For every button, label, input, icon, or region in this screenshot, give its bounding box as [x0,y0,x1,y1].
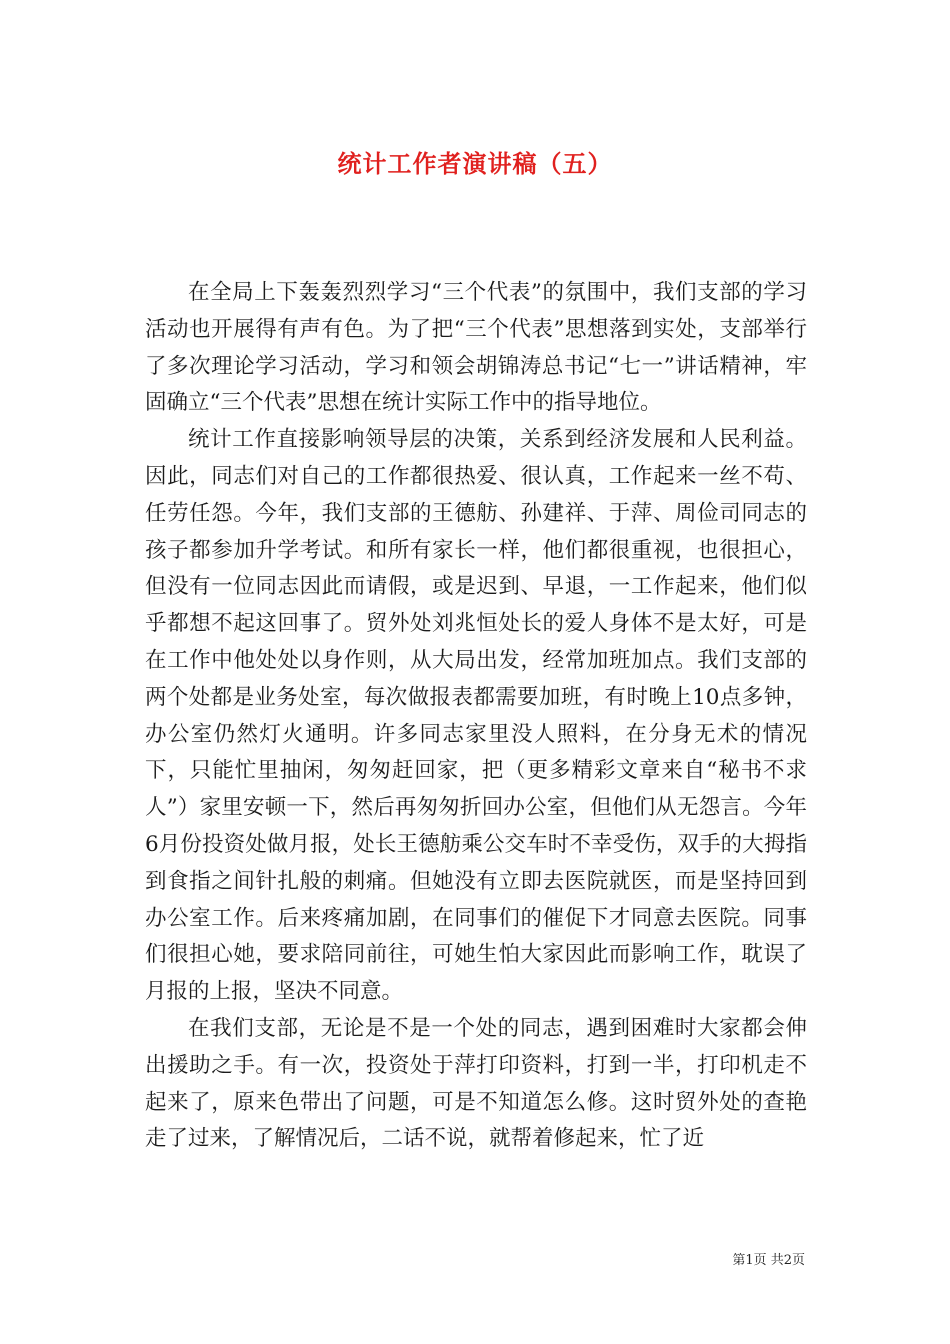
page-number-footer: 第1页 共2页 [732,1253,805,1268]
document-body [145,275,807,1158]
paragraph-3: 在我们支部，无论是不是一个处的同志，遇到困难时大家都会伸出援助之手。有一次，投资处于萍打印资料，打到一半，打印机走不起来了，原来色带出了问题，可是不知道怎么修。这时贸外处的查艳走了过来，了解情况后，二话不说，就帮着修起来，忙了近 [145,1015,807,1152]
document-title: 统计工作者演讲稿（五） [337,149,613,179]
paragraph-1: 在全局上下轰轰烈烈学习“三个代表”的氛围中，我们支部的学习活动也开展得有声有色。为了把“三个代表”思想落到实处，支部举行了多次理论学习活动，学习和领会胡锦涛总书记“七一”讲话精神，牢固确立“三个代表”思想在统计实际工作中的指导地位。 [145,280,807,416]
paragraph-2: 统计工作直接影响领导层的决策，关系到经济发展和人民利益。因此，同志们对自己的工作都很热爱、很认真，工作起来一丝不苟、任劳任怨。今年，我们支部的王德舫、孙建祥、于萍、周俭司同志的孩子都参加升学考试。和所有家长一样，他们都很重视，也很担心，但没有一位同志因此而请假，或是迟到、早退，一工作起来，他们似乎都想不起这回事了。贸外处刘兆恒处长的爱人身体不是太好，可是在工作中他处处以身作则，从大局出发，经常加班加点。我们支部的两个处都是业务处室，每次做报表都需要加班，有时晚上10点多钟，办公室仍然灯火通明。许多同志家里没人照料，在分身无术的情况下，只能忙里抽闲，匆匆赶回家，把（更多精彩文章来自“秘书不求人”）家里安顿一下，然后再匆匆折回办公室，但他们从无怨言。今年6月份投资处做月报，处长王德舫乘公交车时不幸受伤，双手的大拇指到食指之间针扎般的刺痛。但她没有立即去医院就医，而是坚持回到办公室工作。后来疼痛加剧，在同事们的催促下才同意去医院。同事们很担心她，要求陪同前往，可她生怕大家因此而影响工作，耽误了月报的上报，坚决不同意。 [145,427,807,1005]
